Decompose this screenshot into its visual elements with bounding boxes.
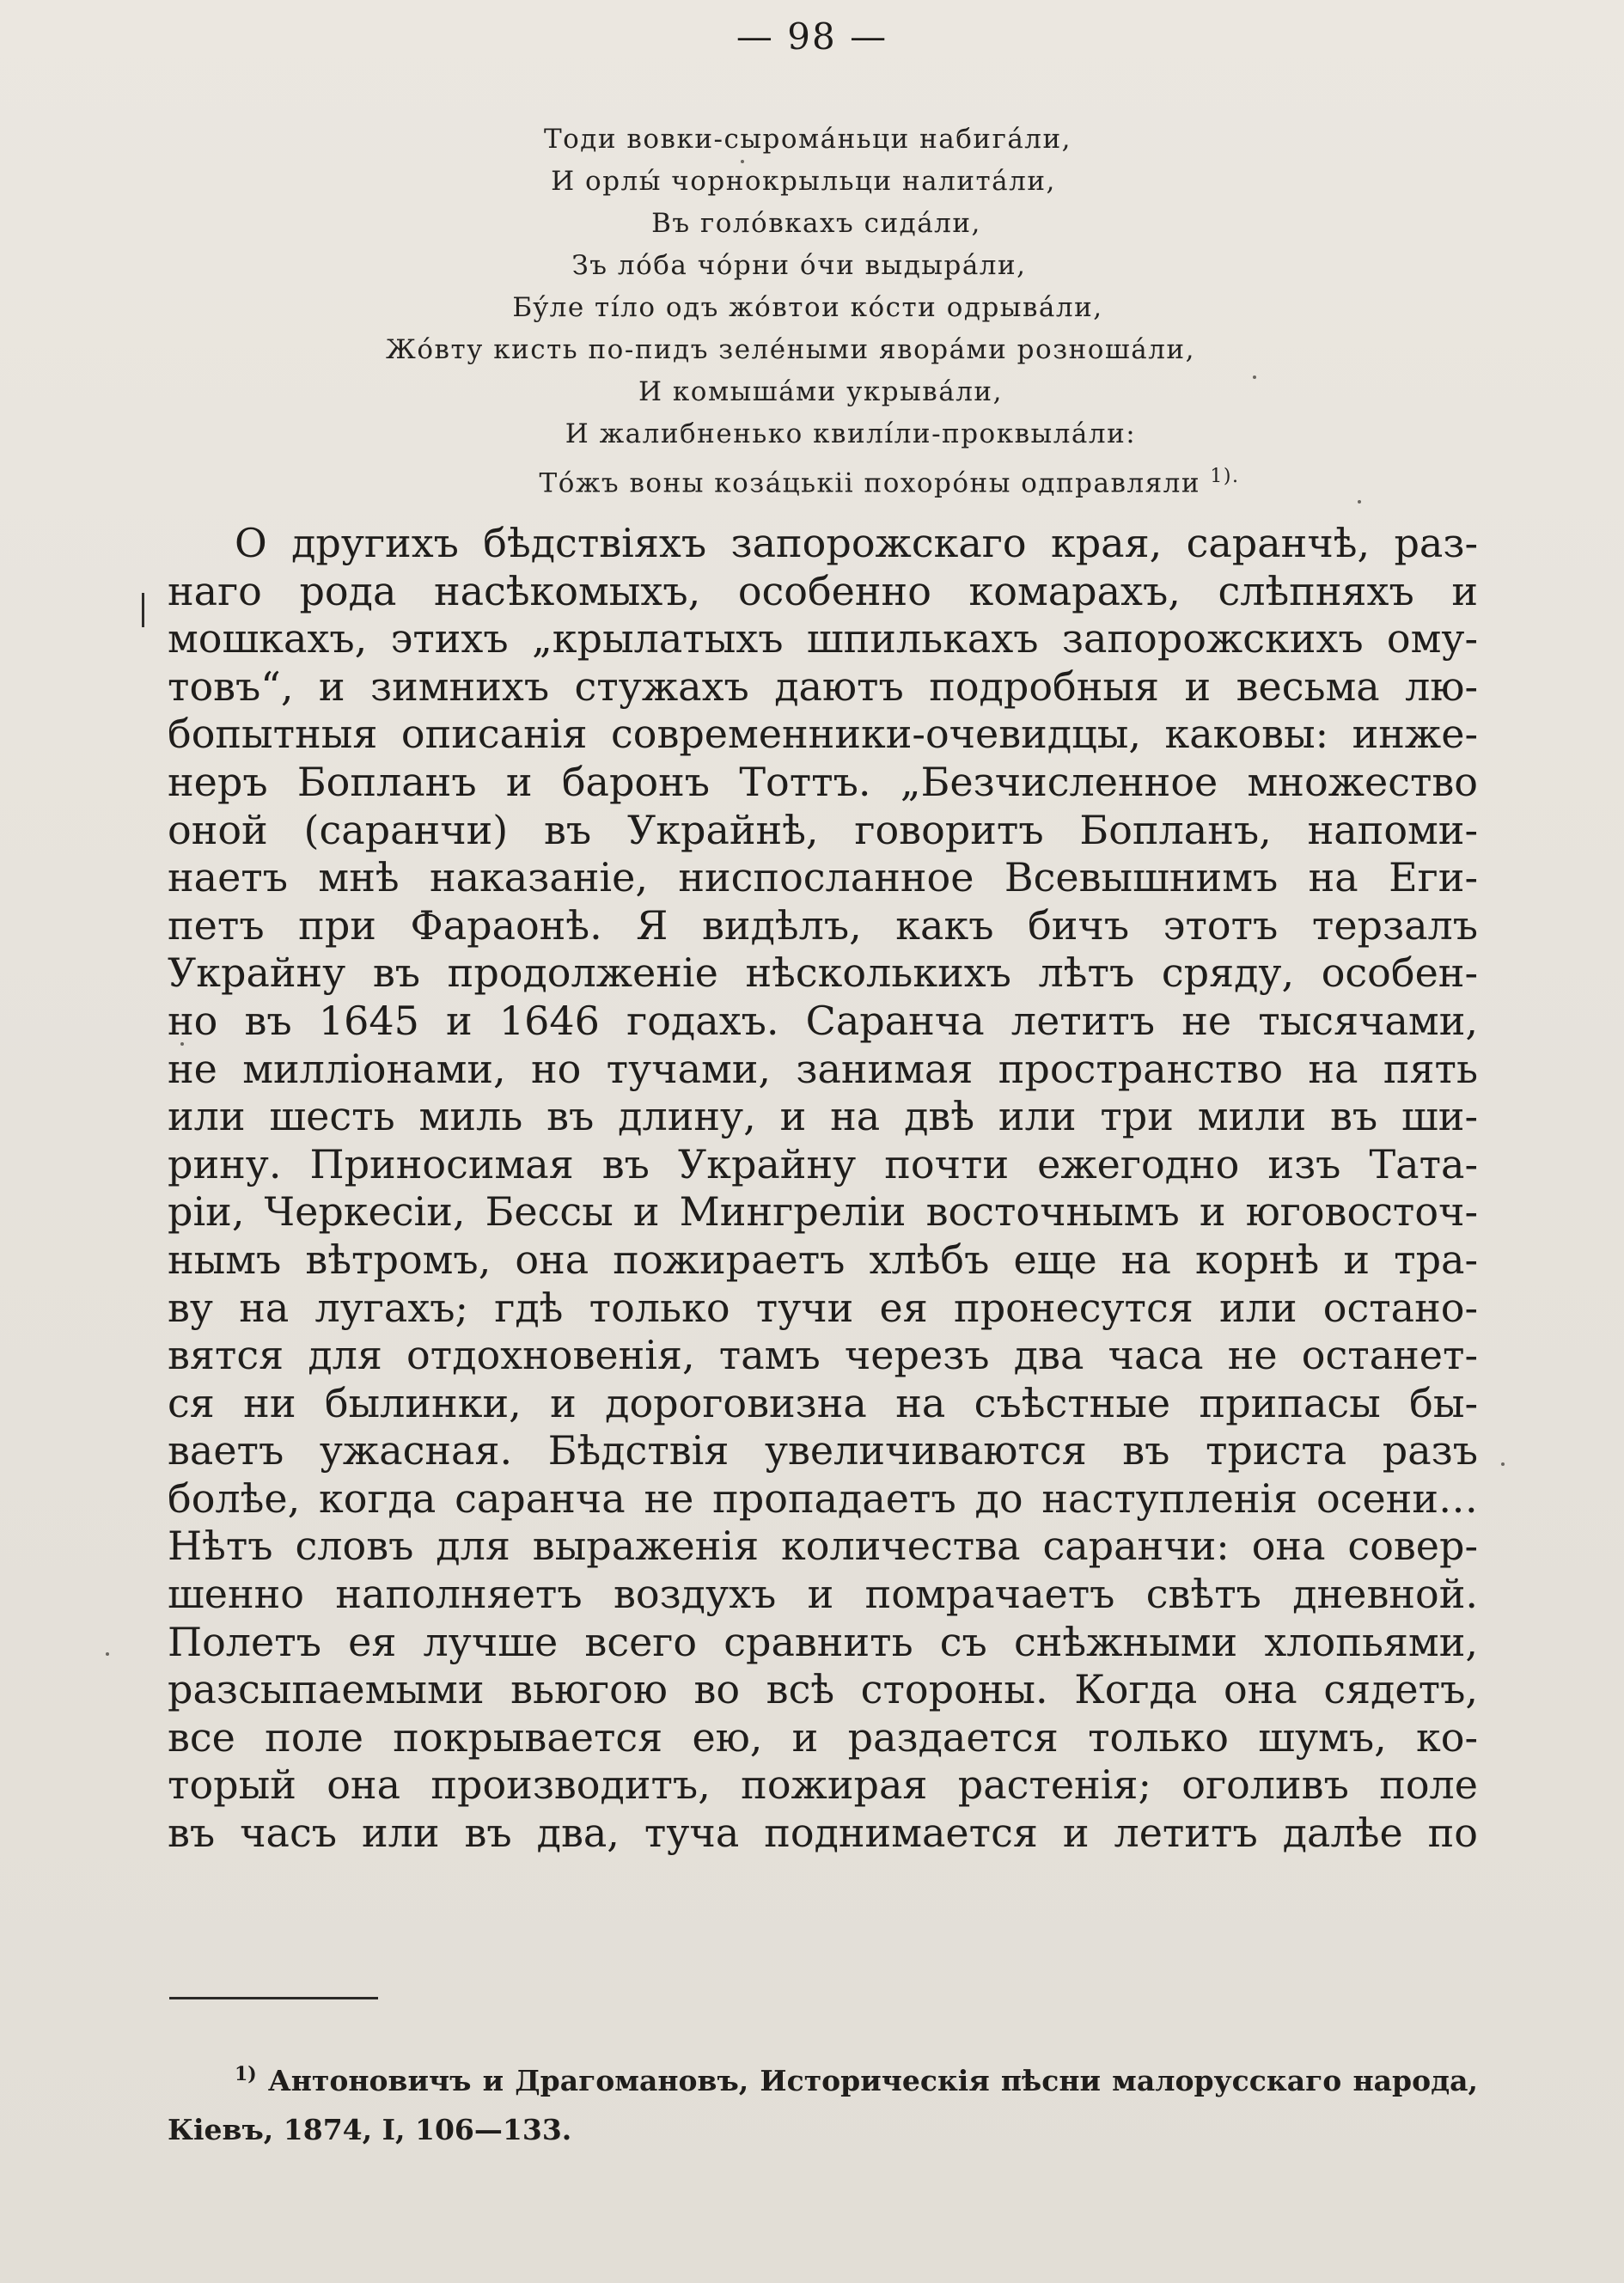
scan-speck — [106, 1652, 109, 1656]
body-line: все поле покрывается ею, и раздается только шумъ, ко- — [168, 1713, 1478, 1761]
body-line: товъ“, и зимнихъ стужахъ даютъ подробныя и весьма лю- — [168, 662, 1478, 710]
body-line: оной (саранчи) въ Украйнѣ, говоритъ Бопланъ, напоми- — [168, 806, 1478, 853]
body-line: неръ Бопланъ и баронъ Тоттъ. „Безчисленное множество — [168, 758, 1478, 805]
scan-speck — [1253, 375, 1256, 379]
poem-line: Бýле тíло одъ жóвтои кóсти одрывáли, — [512, 292, 1103, 323]
footnote — [168, 2050, 1478, 2154]
poem-line-last — [258, 455, 1323, 504]
body-line: петъ при Фараонѣ. Я видѣлъ, какъ бичъ этотъ терзалъ — [168, 901, 1478, 949]
poem-line: И комышáми укрывáли, — [638, 376, 1003, 407]
poem-line: Зъ лóба чóрни óчи выдырáли, — [571, 250, 1027, 281]
page-number: — 98 — — [736, 15, 888, 58]
body-line: мошкахъ, этихъ „крылатыхъ шпилькахъ запорожскихъ ому- — [168, 615, 1478, 662]
body-line: но въ 1645 и 1646 годахъ. Саранча летитъ не тысячами, — [168, 997, 1478, 1044]
poem-line: И жалибненько квилíли-проквылáли: — [565, 418, 1137, 449]
scan-speck — [1501, 1462, 1505, 1466]
poem-line: Жóвту кисть по-пидъ зелéными яворáми розношáли, — [386, 334, 1195, 365]
body-line: шенно наполняетъ воздухъ и помрачаетъ свѣтъ дневной. — [168, 1571, 1478, 1618]
body-line: нымъ вѣтромъ, она пожираетъ хлѣбъ еще на корнѣ и тра- — [168, 1236, 1478, 1283]
body-line: болѣе, когда саранча не пропадаетъ до наступленія осени… — [168, 1474, 1478, 1522]
body-line: разсыпаемыми вьюгою во всѣ стороны. Когда она сядетъ, — [168, 1666, 1478, 1713]
poem-line: Тоди вовки-сыромáньци набигáли, — [543, 124, 1072, 155]
footnote-text: Антоновичъ и Драгомановъ, Историческія пѣсни малорусскаго народа, — [267, 2064, 1478, 2097]
body-line: наго рода насѣкомыхъ, особенно комарахъ, слѣпняхъ и — [168, 567, 1478, 614]
body-line: вятся для отдохновенія, тамъ черезъ два часа не останет- — [168, 1332, 1478, 1379]
body-line: бопытныя описанія современники-очевидцы, каковы: инже- — [168, 711, 1478, 758]
body-line: ву на лугахъ; гдѣ только тучи ея пронесутся или остано- — [168, 1284, 1478, 1331]
body-line: ваетъ ужасная. Бѣдствія увеличиваются въ триста разъ — [168, 1427, 1478, 1474]
body-paragraph — [168, 520, 1478, 1858]
body-line: О другихъ бѣдствіяхъ запорожскаго края, саранчѣ, раз- — [235, 520, 1478, 566]
body-line: не милліонами, но тучами, занимая пространство на пять — [168, 1045, 1478, 1092]
scan-speck — [741, 160, 744, 163]
footnote-line: Кіевъ, 1874, I, 106—133. — [168, 2113, 572, 2146]
poem-block — [258, 119, 1323, 504]
footnote-line — [168, 2050, 1478, 2105]
body-line: наетъ мнѣ наказаніе, ниспосланное Всевышнимъ на Еги- — [168, 854, 1478, 901]
body-line: въ часъ или въ два, туча поднимается и летитъ далѣе по — [168, 1810, 1478, 1857]
footnote-mark: 1) — [235, 2063, 257, 2085]
scan-speck — [1358, 500, 1361, 504]
poem-footnote-mark: 1). — [1210, 466, 1240, 487]
body-line: рину. Приносимая въ Украйну почти ежегодно изъ Тата- — [168, 1140, 1478, 1187]
body-line: или шесть миль въ длину, и на двѣ или три мили въ ши- — [168, 1093, 1478, 1140]
footnote-divider — [169, 1997, 378, 1999]
body-line: Нѣтъ словъ для выраженія количества саранчи: она совер- — [168, 1523, 1478, 1570]
body-line: Полетъ ея лучше всего сравнить съ снѣжными хлопьями, — [168, 1618, 1478, 1665]
body-line: ся ни былинки, и дороговизна на съѣстные припасы бы- — [168, 1379, 1478, 1426]
margin-mark — [142, 593, 144, 627]
poem-line: И орлы́ чорнокрыльци налитáли, — [551, 166, 1056, 197]
body-line: торый она производитъ, пожирая растенія; оголивъ поле — [168, 1761, 1478, 1809]
body-line: ріи, Черкесіи, Бессы и Мингреліи восточнымъ и юговосточ- — [168, 1188, 1478, 1236]
poem-line: Въ голóвкахъ сидáли, — [651, 208, 981, 239]
poem-line-text: Тóжъ воны козáцькii похорóны одправляли — [539, 467, 1201, 499]
body-line: Украйну въ продолженіе нѣсколькихъ лѣтъ сряду, особен- — [168, 949, 1478, 997]
